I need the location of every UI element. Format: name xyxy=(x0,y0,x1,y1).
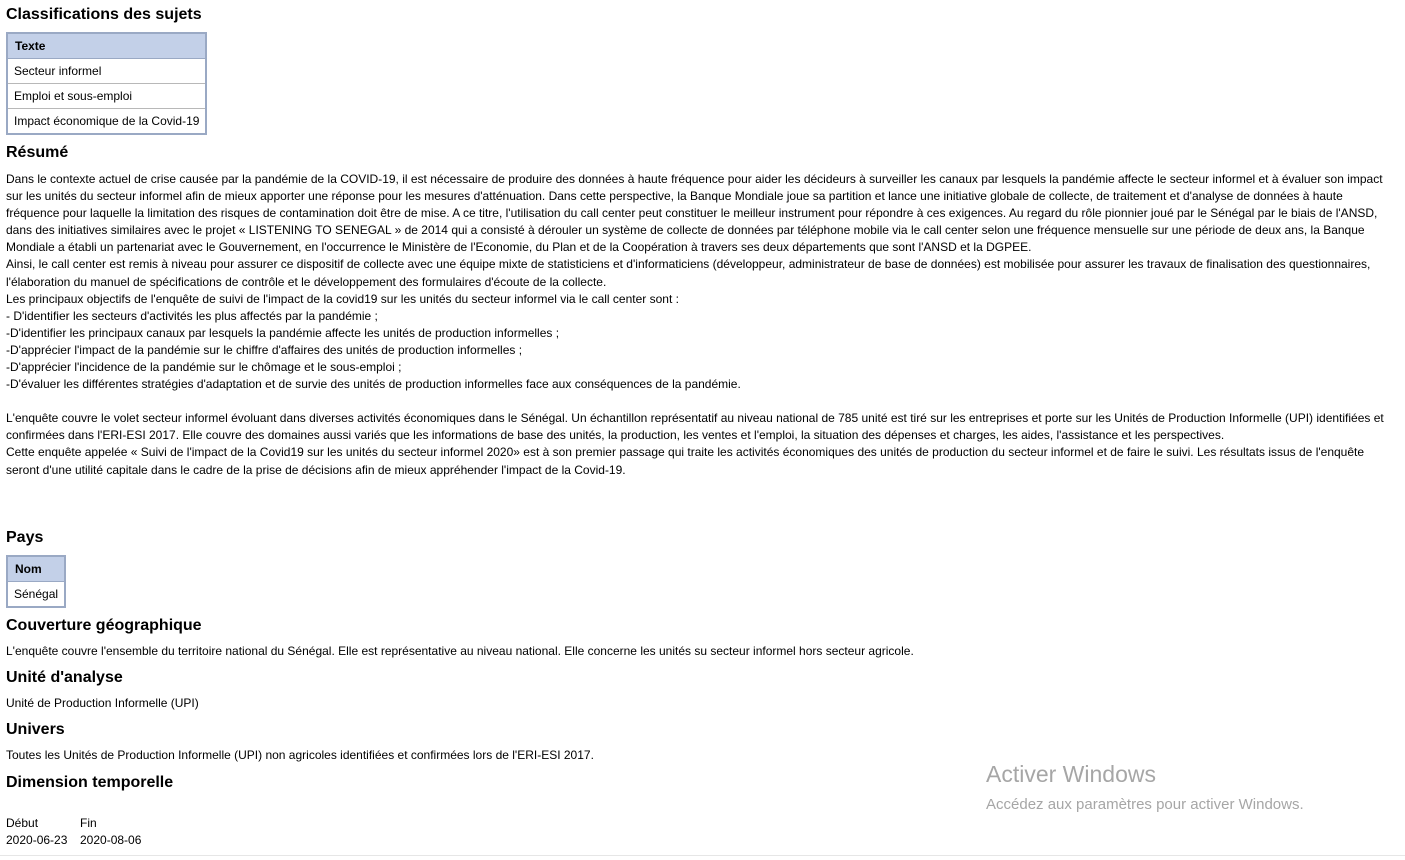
objective-item: - D'identifier les secteurs d'activités les plus affectés par la pandémie ; xyxy=(6,308,378,323)
end-label: Fin xyxy=(80,816,97,830)
objective-item: -D'évaluer les différentes stratégies d'adaptation et de survie des unités de production informelles face aux conséquences de la pandémie. xyxy=(6,377,741,392)
universe-heading: Univers xyxy=(6,721,65,738)
objective-item: -D'identifier les principaux canaux par lesquels la pandémie affecte les unités de production informelles ; xyxy=(6,325,560,340)
summary-paragraph: L'enquête couvre le volet secteur informel évoluant dans diverses activités économiques dans le Sénégal. Un échantillon représentatif au niveau national de 785 unité est tiré sur les entreprises et porte sur les Unités de Production Informelle (UPI) identifiées et confirmées dans l'ERI-ESI 2017. Elle couvre des domaines aussi variés que les informations de base des unités, la production, les ventes et l'emploi, la situation des dépenses et charges, les aides, l'assistance et les perspectives. xyxy=(6,411,1384,443)
summary-body xyxy=(6,171,1394,479)
activation-watermark-subtitle: Accédez aux paramètres pour activer Windows. xyxy=(986,796,1304,813)
country-cell: Sénégal xyxy=(7,582,65,608)
bottom-divider xyxy=(0,855,1405,856)
subjects-table xyxy=(6,32,207,135)
summary-paragraph: Les principaux objectifs de l'enquête de suivi de l'impact de la covid19 sur les unités du secteur informel via le call center sont : xyxy=(6,291,679,306)
country-table xyxy=(6,555,66,608)
country-column-header: Nom xyxy=(7,556,65,582)
summary-paragraph: Cette enquête appelée « Suivi de l'impact de la Covid19 sur les unités du secteur informel 2020» est à son premier passage qui traite les activités économiques des unités de production du secteur informel et de faire le suivi. Les résultats issus de l'enquête seront d'une utilité capitale dans le cadre de la prise de décisions afin de mieux appréhender l'impact de la Covid-19. xyxy=(6,445,1365,477)
summary-paragraph: Ainsi, le call center est remis à niveau pour assurer ce dispositif de collecte avec une équipe mixte de statisticiens et d'informaticiens (développeur, administrateur de base de données) est mobilisée pour assurer les travaux de finalisation des questionnaires, l'élaboration du manuel de spécifications de contrôle et le développement des formulaires d'écoute de la collecte. xyxy=(6,257,1371,289)
objective-item: -D'apprécier l'impact de la pandémie sur le chiffre d'affaires des unités de production informelles ; xyxy=(6,342,523,357)
table-row xyxy=(7,582,65,608)
summary-paragraph: Dans le contexte actuel de crise causée par la pandémie de la COVID-19, il est nécessaire de produire des données à haute fréquence pour aider les décideurs à surveiller les canaux par lesquels la pandémie affecte le secteur informel et à évaluer son impact sur les unités du secteur informel afin de mieux apporter une réponse pour les mesures d'atténuation. Dans cette perspective, la Banque Mondiale joue sa partition et lance une initiative globale de collecte, de traitement et d'analyse de données à haute fréquence pour laquelle la limitation des risques de contamination doit être de mise. A ce titre, l'utilisation du call center peut constituer le meilleur instrument pour répondre à ces exigences. Au regard du rôle pionnier joué par le Sénégal par le biais de l'ANSD, dans des initiatives similaires avec le projet « LISTENING TO SENEGAL » de 2014 qui a consisté à dérouler un système de collecte de données par téléphone mobile via le call center selon une fréquence mensuelle sur une période de deux ans, la Banque Mondiale a établi un partenariat avec le Gouvernement, en l'occurrence le Ministère de l'Economie, du Plan et de la Coopération à travers ses deux départements que sont l'ANSD et la DGPEE. xyxy=(6,172,1383,255)
subject-cell: Impact économique de la Covid-19 xyxy=(7,109,206,135)
summary-heading: Résumé xyxy=(6,144,69,161)
time-table xyxy=(6,815,141,849)
table-row xyxy=(7,59,206,84)
start-label: Début xyxy=(6,816,39,830)
subject-cell: Emploi et sous-emploi xyxy=(7,84,206,109)
time-heading: Dimension temporelle xyxy=(6,774,174,791)
end-date: 2020-08-06 xyxy=(80,833,142,847)
unit-heading: Unité d'analyse xyxy=(6,669,123,686)
country-heading: Pays xyxy=(6,529,44,546)
geo-text: L'enquête couvre l'ensemble du territoire national du Sénégal. Elle est représentative au niveau national. Elle concerne les unités su secteur informel hors secteur agricole. xyxy=(6,644,914,658)
subjects-column-header: Texte xyxy=(7,33,206,59)
table-row xyxy=(7,84,206,109)
table-row xyxy=(7,109,206,135)
unit-text: Unité de Production Informelle (UPI) xyxy=(6,696,199,710)
subjects-heading: Classifications des sujets xyxy=(6,6,202,23)
subject-cell: Secteur informel xyxy=(7,59,206,84)
geo-heading: Couverture géographique xyxy=(6,617,202,634)
objective-item: -D'apprécier l'incidence de la pandémie sur le chômage et le sous-emploi ; xyxy=(6,360,402,375)
start-date: 2020-06-23 xyxy=(6,833,68,847)
activation-watermark-title: Activer Windows xyxy=(986,761,1156,787)
universe-text: Toutes les Unités de Production Informelle (UPI) non agricoles identifiées et confirmées lors de l'ERI-ESI 2017. xyxy=(6,748,594,762)
